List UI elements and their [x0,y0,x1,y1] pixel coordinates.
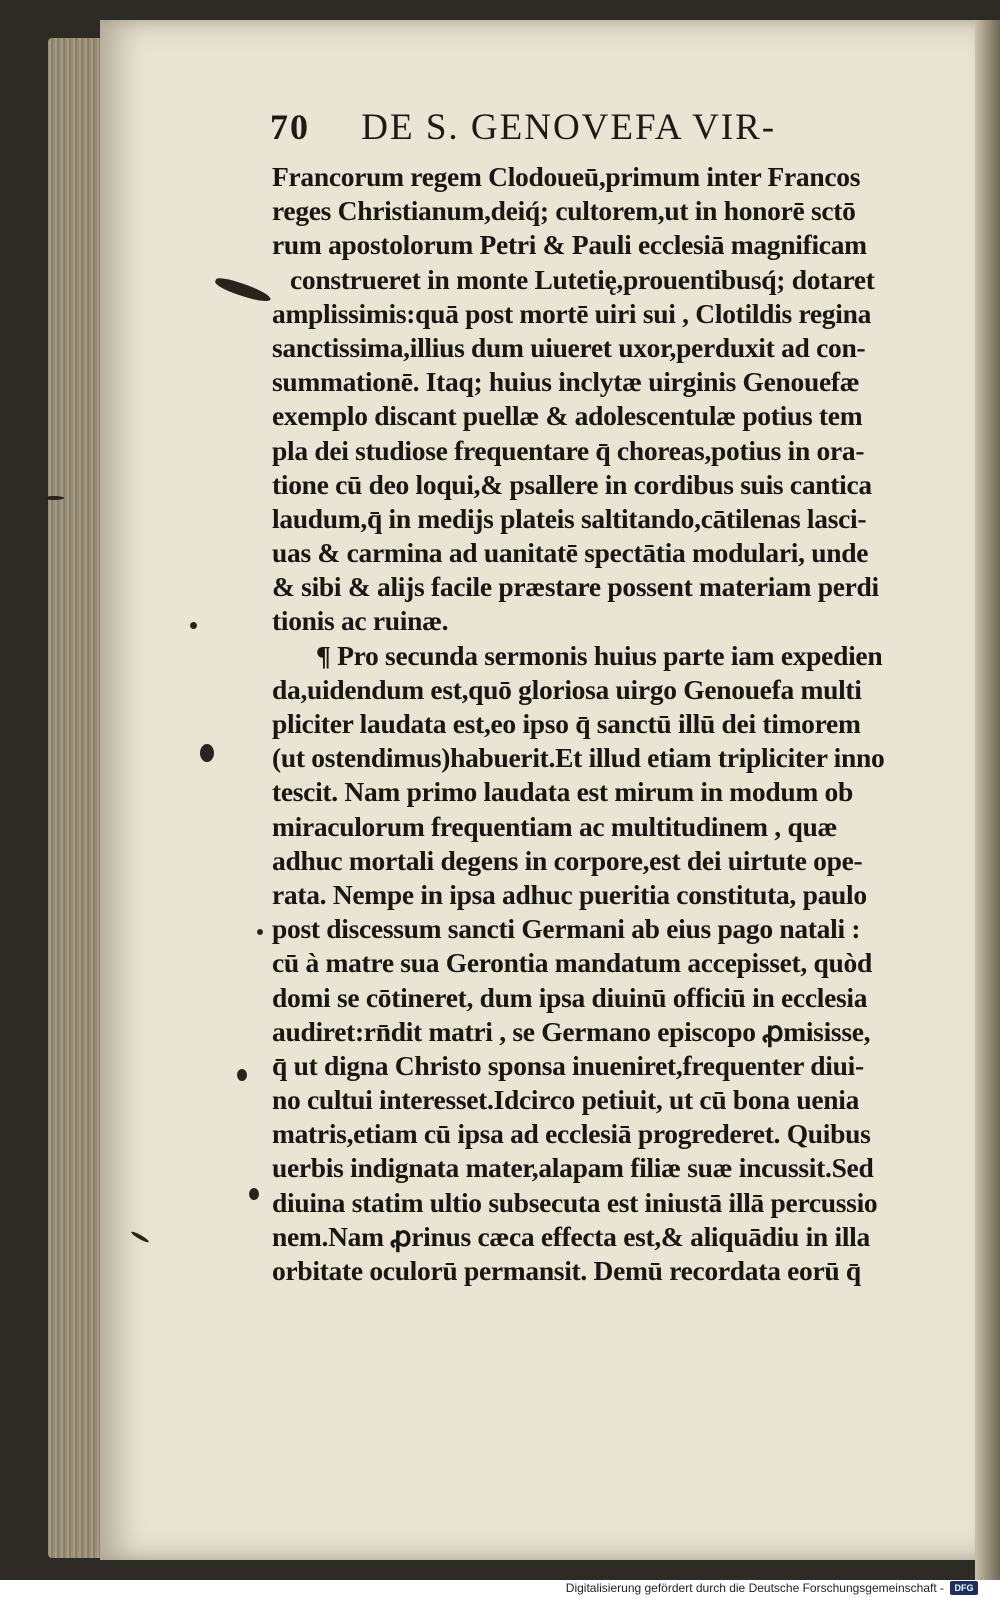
margin-dot [249,1188,259,1200]
funding-credit: Digitalisierung gefördert durch die Deutsche Forschungsgemeinschaft - [565,1581,944,1595]
text-line: amplissimis:quā post mortē uiri sui , Clotildis regina [272,297,872,329]
text-line: diuina statim ultio subsecuta est iniustā illā percussio [272,1186,878,1218]
body-text [272,160,962,1288]
text-line: construeret in monte Lutetię,prouentibusq́; dotaret [290,263,875,295]
text-line: nem.Nam ꝓrinus cæca effecta est,& aliquādiu in illa [272,1220,870,1252]
text-line: laudum,q̄ in medijs plateis saltitando,cātilenas lasci- [272,502,867,534]
margin-dot [200,744,214,762]
text-line: uas & carmina ad uanitatē spectātia modulari, unde [272,537,869,569]
text-line: (ut ostendimus)habuerit.Et illud etiam tripliciter inno [272,742,885,774]
text-line: cū à matre sua Gerontia mandatum accepisset, quòd [272,947,872,979]
text-line: exemplo discant puellæ & adolescentulæ potius tem [272,400,863,432]
book-edge [48,38,108,1558]
text-line: ¶ Pro secunda sermonis huius parte iam expedien [316,639,883,671]
margin-dot [257,929,263,935]
text-line: rum apostolorum Petri & Pauli ecclesiā magnificam [272,229,867,261]
page-header [270,106,890,149]
text-line: summationē. Itaq; huius inclytæ uirginis Genouefæ [272,366,860,398]
text-line: miraculorum frequentiam ac multitudinem , quæ [272,810,838,842]
text-line: tione cū deo loqui,& psallere in cordibus suis cantica [272,468,872,500]
text-line: tionis ac ruinæ. [272,605,449,637]
text-line: adhuc mortali degens in corpore,est dei uirtute ope- [272,844,863,876]
margin-dot [237,1069,247,1081]
text-line: sanctissima,illius dum uiueret uxor,perduxit ad con- [272,331,866,363]
text-line: rata. Nempe in ipsa adhuc pueritia constituta, paulo [272,878,867,910]
text-line: Francorum regem Clodoueū,primum inter Francos [272,161,861,192]
text-line: da,uidendum est,quō gloriosa uirgo Genouefa multi [272,673,862,705]
page-number: 70 [270,107,310,147]
text-line: tescit. Nam primo laudata est mirum in modum ob [272,776,853,808]
text-line: no cultui interesset.Idcirco petiuit, ut cū bona uenia [272,1084,860,1116]
text-line: audiret:rn̄dit matri , se Germano episcopo ꝓmisisse, [272,1015,871,1047]
margin-ink-stroke [44,496,64,500]
text-line: uerbis indignata mater,alapam filiæ suæ incussit.Sed [272,1152,874,1184]
text-line: orbitate oculorū permansit. Demū recordata eorū q̄ [272,1255,861,1286]
text-line: reges Christianum,deiq́; cultorem,ut in honorē sctō [272,195,856,227]
text-line: & sibi & alijs facile præstare possent materiam perdi [272,571,879,603]
text-line: pliciter laudata est,eo ipso q̄ sanctū illū dei timorem [272,708,861,739]
text-line: domi se cōtineret, dum ipsa diuinū officiū in ecclesia [272,981,868,1013]
text-line: post discessum sancti Germani ab eius pago natali : [272,913,861,945]
margin-dot [190,622,197,629]
text-line: q̄ ut digna Christo sponsa inueniret,frequenter diui- [272,1049,864,1081]
dfg-logo: DFG [950,1581,978,1595]
text-line: matris,etiam cū ipsa ad ecclesiā progrederet. Quibus [272,1118,871,1150]
text-line: pla dei studiose frequentare q̄ choreas,potius in ora- [272,434,865,466]
running-title: DE S. GENOVEFA VIR- [361,107,777,148]
page-gutter [975,20,1000,1580]
